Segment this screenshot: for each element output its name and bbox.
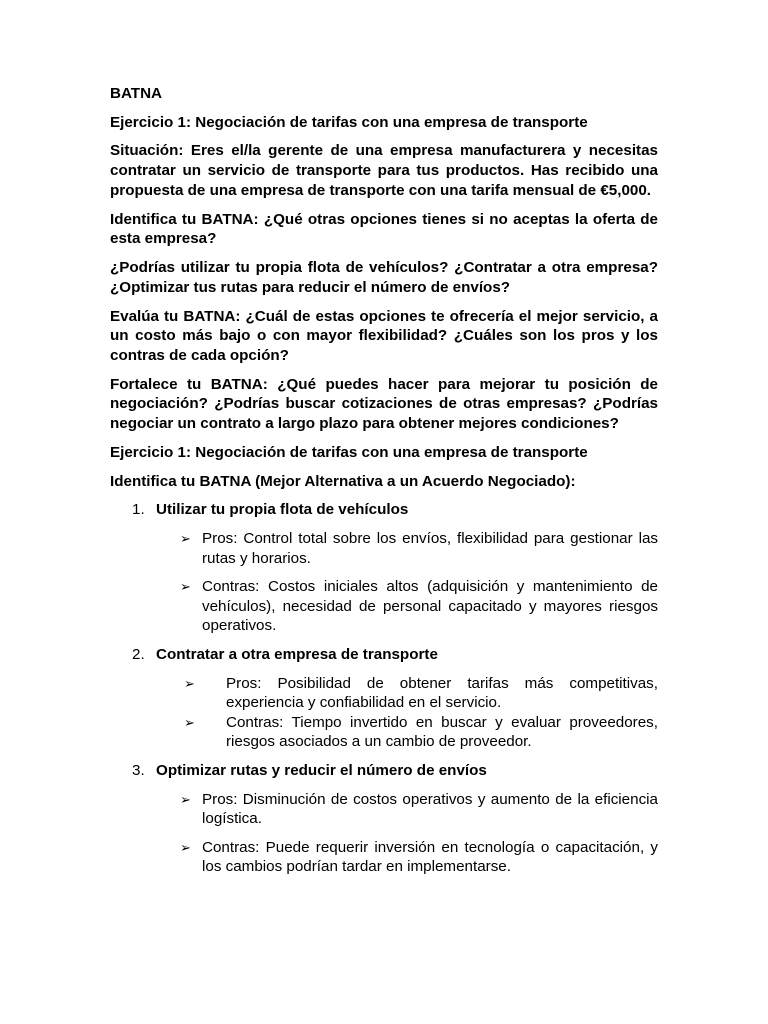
- bullet-pros: [110, 529, 658, 568]
- bullet-text: Contras: Tiempo invertido en buscar y evaluar proveedores, riesgos asociados a un cambio de proveedor.: [226, 713, 658, 751]
- item-title: Optimizar rutas y reducir el número de envíos: [156, 762, 487, 779]
- bullet-text: Pros: Disminución de costos operativos y aumento de la eficiencia logística.: [202, 790, 658, 828]
- numbered-item-2: [110, 645, 658, 665]
- arrow-bullet-icon: ➢: [184, 714, 195, 730]
- document-title: BATNA: [110, 85, 163, 102]
- bullet-cons: [110, 838, 658, 877]
- strengthen-paragraph: Fortalece tu BATNA: ¿Qué puedes hacer para mejorar tu posición de negociación? ¿Podrías buscar cotizaciones de otras empresas? ¿Podrías negociar un contrato a largo plazo para obtener mejores condiciones?: [110, 375, 658, 432]
- item-number: 2.: [132, 646, 145, 664]
- identify-paragraph: Identifica tu BATNA: ¿Qué otras opciones tienes si no aceptas la oferta de esta empresa?: [110, 210, 658, 248]
- options-paragraph: ¿Podrías utilizar tu propia flota de vehículos? ¿Contratar a otra empresa? ¿Optimizar tus rutas para reducir el número de envíos?: [110, 259, 658, 296]
- item-number: 1.: [132, 501, 145, 519]
- numbered-item-3: [110, 761, 658, 781]
- arrow-bullet-icon: ➢: [180, 531, 191, 547]
- bullet-text: Pros: Control total sobre los envíos, flexibilidad para gestionar las rutas y horarios.: [202, 530, 658, 567]
- exercise-heading: Ejercicio 1: Negociación de tarifas con una empresa de transporte: [110, 113, 588, 131]
- identify-full-heading: Identifica tu BATNA (Mejor Alternativa a un Acuerdo Negociado):: [110, 472, 576, 490]
- bullet-text: Pros: Posibilidad de obtener tarifas más competitivas, experiencia y confiabilidad en el servicio.: [226, 674, 658, 712]
- evaluate-paragraph: Evalúa tu BATNA: ¿Cuál de estas opciones te ofrecería el mejor servicio, a un costo más bajo o con mayor flexibilidad? ¿Cuáles son los pros y los contras de cada opción?: [110, 307, 658, 364]
- bullet-pros: [110, 790, 658, 829]
- arrow-bullet-icon: ➢: [180, 839, 191, 855]
- bullet-cons: [110, 577, 658, 636]
- arrow-bullet-icon: ➢: [184, 675, 195, 691]
- arrow-bullet-icon: ➢: [180, 579, 191, 595]
- situation-paragraph: Situación: Eres el/la gerente de una empresa manufacturera y necesitas contratar un servicio de transporte para tus productos. Has recibido una propuesta de una empresa de transporte con una tarifa mensual de €5,000.: [110, 142, 658, 199]
- numbered-item-1: [110, 500, 658, 520]
- bullet-cons: [110, 713, 658, 752]
- bullet-text: Contras: Costos iniciales altos (adquisición y mantenimiento de vehículos), necesidad de personal capacitado y mayores riesgos operativos.: [202, 578, 658, 635]
- arrow-bullet-icon: ➢: [180, 791, 191, 807]
- bullet-pros: [110, 674, 658, 713]
- exercise-heading-repeat: Ejercicio 1: Negociación de tarifas con una empresa de transporte: [110, 443, 588, 461]
- bullet-text: Contras: Puede requerir inversión en tecnología o capacitación, y los cambios podrían tardar en implementarse.: [202, 838, 658, 876]
- item-title: Contratar a otra empresa de transporte: [156, 646, 438, 664]
- item-title: Utilizar tu propia flota de vehículos: [156, 501, 409, 519]
- item-number: 3.: [132, 762, 145, 779]
- document-page: [110, 84, 658, 886]
